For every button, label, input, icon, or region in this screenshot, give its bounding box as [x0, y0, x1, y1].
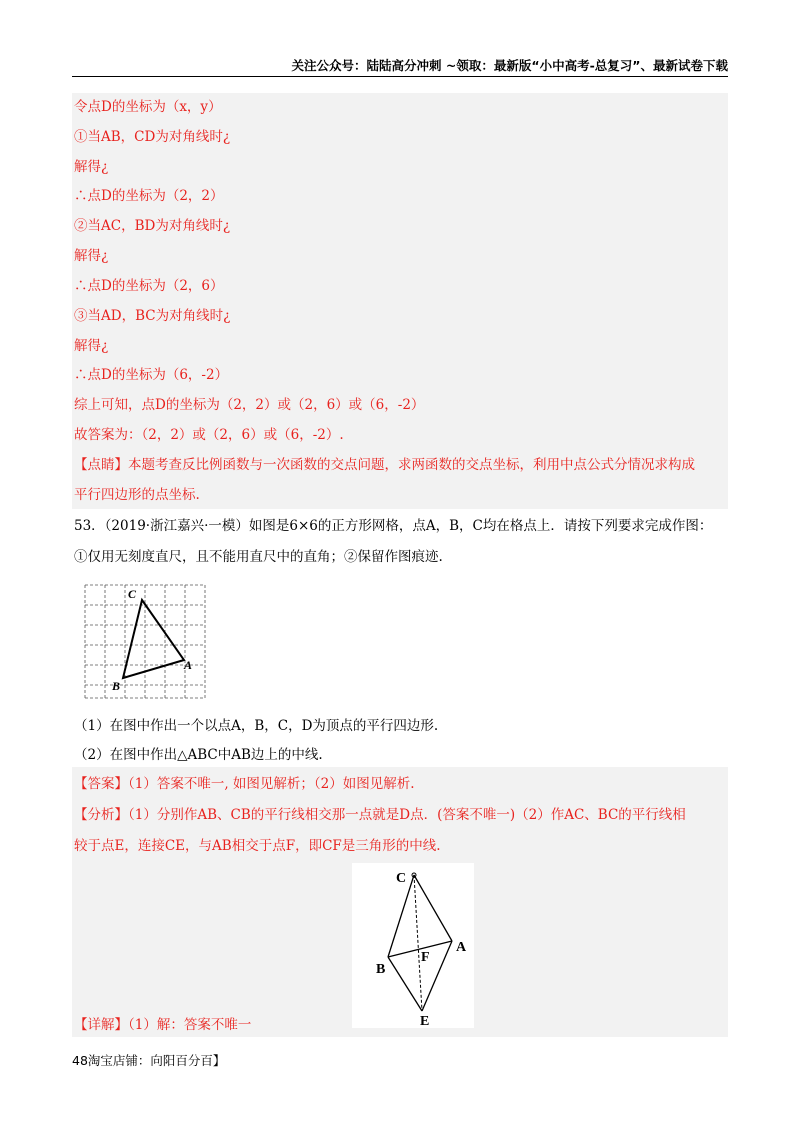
detail-line: 【详解】（1）解：答案不唯一	[74, 1017, 252, 1033]
comment-line: 【点睛】本题考查反比例函数与一次函数的交点问题，求两函数的交点坐标，利用中点公式分情况求构成	[74, 457, 695, 473]
parallelogram-figure	[352, 863, 474, 1028]
analysis-line: 较于点E，连接CE，与AB相交于点F，即CF是三角形的中线.	[74, 838, 441, 854]
problem-line: ①仅用无刻度直尺，且不能用直尺中的直角；②保留作图痕迹.	[74, 549, 443, 565]
answer-line: 【答案】（1）答案不唯一, 如图见解析；（2）如图见解析.	[74, 776, 415, 792]
analysis-line: 【分析】（1）分别作AB、CB的平行线相交那一点就是D点．(答案不唯一)（2）作AC、BC的平行线相	[74, 807, 686, 823]
header-rule	[72, 76, 728, 77]
grid-lines	[85, 585, 205, 698]
solution-block	[72, 93, 728, 509]
grid-figure	[80, 580, 210, 702]
triangle-abc	[123, 600, 184, 678]
label-c2: C	[396, 871, 407, 886]
page-header: 关注公众号：陆陆高分冲刺 ~领取：最新版“小中高考-总复习”、最新试卷下载	[291, 58, 728, 73]
label-a: A	[184, 658, 193, 672]
label-a2: A	[456, 940, 467, 955]
problem-line: 53．（2019·浙江嘉兴·一模）如图是6×6的正方形网格，点A，B，C均在格点上．请按下列要求完成作图：	[74, 518, 713, 534]
solution-line: ∴点D的坐标为（6，-2）	[74, 367, 229, 383]
solution-line: 令点D的坐标为（x，y）	[74, 99, 222, 115]
solution-line: ①当AB，CD为对角线时¿	[74, 129, 231, 145]
page-footer: 48淘宝店铺：向阳百分百】	[72, 1053, 226, 1068]
solution-line: 解得¿	[74, 159, 109, 175]
solution-line: ∴点D的坐标为（2，2）	[74, 188, 224, 204]
label-f: F	[421, 950, 430, 965]
label-b2: B	[376, 962, 386, 977]
solution-line: 解得¿	[74, 248, 109, 264]
label-e: E	[420, 1014, 430, 1028]
question-line: （1）在图中作出一个以点A，B，C，D为顶点的平行四边形.	[74, 718, 439, 734]
solution-line: 故答案为：（2，2）或（2，6）或（6，-2）.	[74, 427, 344, 443]
solution-line: ③当AD，BC为对角线时¿	[74, 308, 231, 324]
comment-line: 平行四边形的点坐标.	[74, 487, 200, 503]
label-b: B	[112, 679, 121, 693]
solution-line: 解得¿	[74, 338, 109, 354]
label-c: C	[128, 587, 137, 601]
solution-line: ∴点D的坐标为（2，6）	[74, 278, 224, 294]
question-line: （2）在图中作出△ABC中AB边上的中线.	[74, 747, 323, 763]
solution-line: 综上可知，点D的坐标为（2，2）或（2，6）或（6，-2）	[74, 397, 425, 413]
solution-line: ②当AC，BD为对角线时¿	[74, 218, 231, 234]
